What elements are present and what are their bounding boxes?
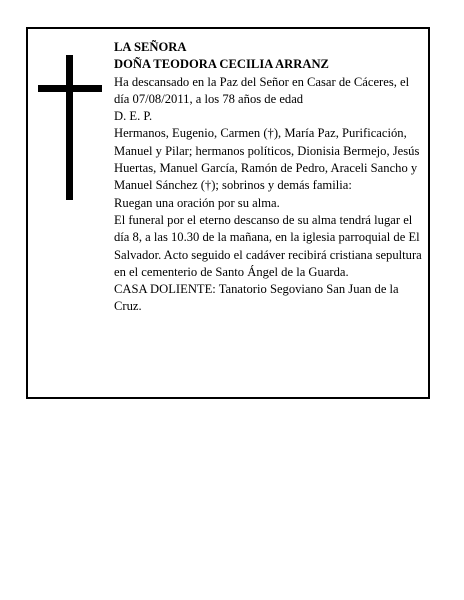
mourning-house: CASA DOLIENTE: Tanatorio Segoviano San Juan de la Cruz.	[114, 282, 399, 314]
cross-vertical-bar	[66, 55, 73, 200]
latin-cross-icon	[38, 55, 102, 200]
funeral-info: El funeral por el eterno descanso de su alma tendrá lugar el día 8, a las 10.30 de la mañana, en la iglesia parroquial de El Salvador. Acto seguido el cadáver recibirá cristiana sepultura en el cementerio de Santo Ángel de la Guarda.	[114, 212, 422, 279]
deceased-name: DOÑA TEODORA CECILIA ARRANZ	[114, 57, 329, 72]
obituary-notice	[26, 27, 430, 399]
prayer-request: Ruegan una oración por su alma.	[114, 195, 280, 210]
cross-horizontal-bar	[38, 85, 102, 92]
notice-body	[114, 39, 422, 316]
death-statement: Ha descansado en la Paz del Señor en Casar de Cáceres, el día 07/08/2011, a los 78 años de edad	[114, 74, 410, 106]
notice-title-line1: LA SEÑORA	[114, 40, 187, 54]
family-list: Hermanos, Eugenio, Carmen (†), María Paz, Purificación, Manuel y Pilar; hermanos políticos, Dionisia Bermejo, Jesús Huertas, Manuel García, Ramón de Pedro, Araceli Sancho y Manuel Sánchez (†); sobrinos y demás familia:	[114, 126, 420, 193]
dep-abbreviation: D. E. P.	[114, 109, 153, 124]
